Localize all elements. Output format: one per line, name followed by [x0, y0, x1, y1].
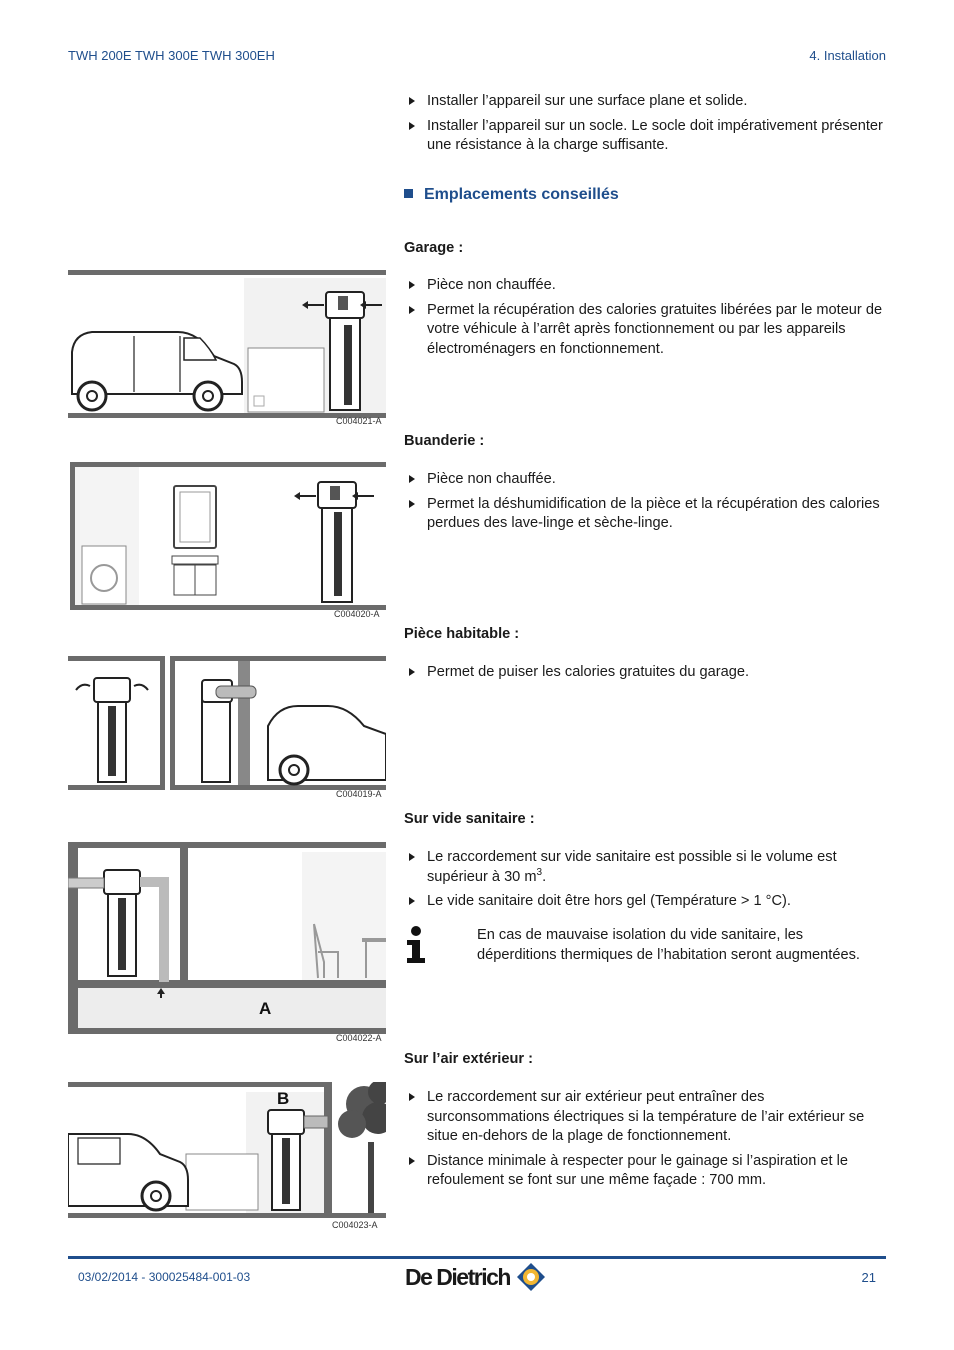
garage-bullet-2: Permet la récupération des calories gratuites libérées par le moteur de votre véhicule à l’arrêt après fonctionnement ou par les appareils électroménagers en fonctionnement.	[404, 301, 888, 360]
vide-sanitaire-bullet-1: Le raccordement sur vide sanitaire est possible si le volume est supérieur à 30 $m^3$.	[404, 848, 888, 887]
brand-name: De Dietrich	[405, 1264, 510, 1290]
figure-label-b: B	[277, 1089, 290, 1108]
intro-bullet-2: Installer l’appareil sur un socle. Le socle doit impérativement présenter une résistance à la charge suffisante.	[404, 117, 888, 156]
habitable-figure	[68, 656, 386, 790]
habitable-title: Pièce habitable :	[404, 626, 520, 642]
vide-sanitaire-figure-code: C004022-A	[336, 1033, 382, 1043]
garage-figure-code: C004021-A	[336, 416, 382, 426]
habitable-figure-code: C004019-A	[336, 789, 382, 799]
brand-diamond-icon	[516, 1262, 546, 1292]
buanderie-title: Buanderie :	[404, 433, 485, 449]
air-exterieur-title: Sur l’air extérieur :	[404, 1051, 533, 1067]
page-number: 21	[861, 1270, 876, 1285]
header-title: TWH 200E TWH 300E TWH 300EH	[68, 48, 275, 63]
footer-doc-ref: 03/02/2014 - 300025484-001-03	[78, 1270, 251, 1284]
garage-bullet-1: Pièce non chauffée.	[404, 276, 888, 296]
section-title: Emplacements conseillés	[404, 186, 619, 204]
figure-label-a: A	[259, 999, 272, 1018]
intro-bullets	[404, 92, 888, 161]
buanderie-figure	[68, 462, 386, 610]
air-exterieur-bullets	[404, 1088, 888, 1196]
vide-sanitaire-bullets	[404, 848, 888, 917]
brand-logo	[405, 1262, 546, 1292]
garage-title: Garage :	[404, 240, 464, 256]
buanderie-bullets	[404, 470, 888, 539]
info-icon	[405, 926, 427, 964]
intro-bullet-1: Installer l’appareil sur une surface plane et solide.	[404, 92, 888, 112]
buanderie-figure-code: C004020-A	[334, 609, 380, 619]
air-exterieur-figure-code: C004023-A	[332, 1220, 378, 1230]
habitable-bullet-1: Permet de puiser les calories gratuites du garage.	[404, 663, 888, 683]
air-exterieur-bullet-2: Distance minimale à respecter pour le gainage si l’aspiration et le refoulement se font sur une même façade : 700 mm.	[404, 1152, 888, 1191]
air-exterieur-figure	[68, 1082, 386, 1218]
garage-figure	[68, 270, 386, 418]
header-chapter: 4. Installation	[809, 48, 886, 63]
vide-sanitaire-title: Sur vide sanitaire :	[404, 811, 535, 827]
buanderie-bullet-2: Permet la déshumidification de la pièce et la récupération des calories perdues des lave-linge et sèche-linge.	[404, 495, 888, 534]
buanderie-bullet-1: Pièce non chauffée.	[404, 470, 888, 490]
vide-sanitaire-bullet-2: Le vide sanitaire doit être hors gel (Température > 1 °C).	[404, 892, 888, 912]
habitable-bullets	[404, 663, 888, 688]
garage-bullets	[404, 276, 888, 364]
footer-rule	[68, 1256, 886, 1259]
vide-sanitaire-figure	[68, 842, 386, 1034]
vide-sanitaire-note: En cas de mauvaise isolation du vide sanitaire, les déperditions thermiques de l’habitation seront augmentées.	[477, 927, 860, 963]
square-bullet-icon	[404, 189, 413, 198]
air-exterieur-bullet-1: Le raccordement sur air extérieur peut entraîner des surconsommations électriques si la température de l’air extérieur se situe en-dehors de la plage de fonctionnement.	[404, 1088, 888, 1147]
